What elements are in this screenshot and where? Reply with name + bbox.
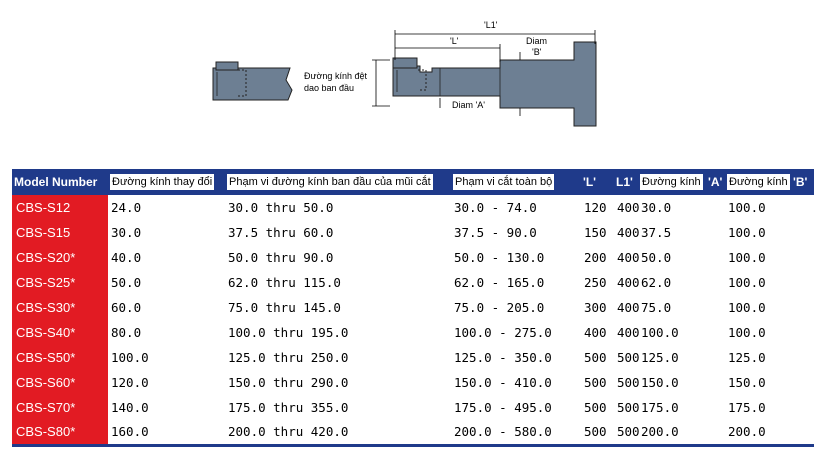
spacer-cell: [791, 195, 814, 220]
model-cell: CBS-S70*: [12, 395, 108, 420]
spacer-cell: [706, 270, 725, 295]
spacer-cell: [791, 370, 814, 395]
diam-b-cell: 200.0: [728, 424, 766, 440]
model-cell: CBS-S15: [12, 220, 108, 245]
full-range-cell: 30.0 - 74.0: [454, 200, 537, 215]
L1-cell: 500: [617, 424, 640, 440]
spacer-cell: [706, 345, 725, 370]
table-row: [12, 270, 814, 295]
spacer-cell: [791, 245, 814, 270]
table-row: [12, 295, 814, 320]
header-L: 'L': [583, 175, 597, 189]
header-diam-a: Đường kính: [642, 176, 701, 188]
L1-cell: 400: [617, 300, 640, 315]
start-range-cell: 30.0 thru 50.0: [228, 200, 334, 215]
bore-label-line1: Đường kính đệt: [304, 71, 367, 81]
L1-cell: 400: [617, 275, 640, 290]
tool-diagram: [0, 0, 828, 165]
header-changed-cell: [108, 169, 225, 195]
L-cell: 500: [584, 375, 607, 390]
start-range-cell: 150.0 thru 290.0: [228, 375, 349, 390]
L-cell: 150: [584, 225, 607, 240]
diam-b-cell: 100.0: [728, 250, 766, 265]
diam-b-cell: 100.0: [728, 225, 766, 240]
diam-b-cell: 100.0: [728, 275, 766, 290]
full-range-cell: 150.0 - 410.0: [454, 375, 552, 390]
L-cell: 250: [584, 275, 607, 290]
full-range-cell: 100.0 - 275.0: [454, 325, 552, 340]
spacer-cell: [706, 420, 725, 445]
changed-diameter-cell: 100.0: [111, 350, 149, 365]
changed-diameter-cell: 40.0: [111, 250, 142, 265]
spacer-cell: [706, 245, 725, 270]
model-cell: CBS-S30*: [12, 295, 108, 320]
full-range-cell: 75.0 - 205.0: [454, 300, 545, 315]
diam-b-cell: 150.0: [728, 375, 766, 390]
header-A: 'A': [708, 175, 723, 189]
L-cell: 300: [584, 300, 607, 315]
dim-label-L1: 'L1': [484, 20, 498, 30]
model-cell: CBS-S12: [12, 195, 108, 220]
L1-cell: 400: [617, 200, 640, 215]
spacer-cell: [791, 395, 814, 420]
bore-label-line2: dao ban đầu: [304, 83, 355, 93]
table-row: [12, 320, 814, 345]
table-row: [12, 220, 814, 245]
spacer-cell: [791, 270, 814, 295]
L-cell: 400: [584, 325, 607, 340]
spacer-cell: [706, 370, 725, 395]
diam-a-cell: 75.0: [641, 300, 672, 315]
boring-bar-drawing: [393, 42, 596, 126]
changed-diameter-cell: 30.0: [111, 225, 142, 240]
full-range-cell: 37.5 - 90.0: [454, 225, 537, 240]
header-full-range: Phạm vi cắt toàn bộ: [455, 176, 553, 188]
model-cell: CBS-S80*: [12, 420, 108, 445]
table-row: [12, 420, 814, 445]
L1-cell: 400: [617, 225, 640, 240]
diam-b-cell: 125.0: [728, 350, 766, 365]
changed-diameter-cell: 140.0: [111, 400, 149, 415]
model-cell: CBS-S25*: [12, 270, 108, 295]
start-range-cell: 75.0 thru 145.0: [228, 300, 341, 315]
spacer-cell: [706, 195, 725, 220]
L-cell: 500: [584, 424, 607, 440]
table-body: [12, 195, 814, 445]
start-range-cell: 50.0 thru 90.0: [228, 250, 334, 265]
diam-a-cell: 100.0: [641, 325, 679, 340]
header-L1: L1': [616, 175, 633, 189]
model-cell: CBS-S20*: [12, 245, 108, 270]
header-diam-b-cell: [725, 169, 791, 195]
header-start-range: Phạm vi đường kính ban đầu của mũi cắt: [229, 176, 431, 188]
spacer-cell: [791, 295, 814, 320]
dim-label-diam-a: Diam 'A': [452, 100, 485, 110]
diam-a-cell: 62.0: [641, 275, 672, 290]
start-range-cell: 200.0 thru 420.0: [228, 424, 349, 440]
diam-a-cell: 150.0: [641, 375, 679, 390]
L-cell: 500: [584, 400, 607, 415]
changed-diameter-cell: 80.0: [111, 325, 142, 340]
L1-cell: 500: [617, 400, 640, 415]
spec-table: [12, 169, 814, 447]
full-range-cell: 62.0 - 165.0: [454, 275, 545, 290]
header-model: Model Number: [14, 175, 98, 189]
diam-a-cell: 200.0: [641, 424, 679, 440]
diam-a-cell: 37.5: [641, 225, 672, 240]
changed-diameter-cell: 120.0: [111, 375, 149, 390]
table-row: [12, 345, 814, 370]
spacer-cell: [706, 320, 725, 345]
L1-cell: 400: [617, 325, 640, 340]
full-range-cell: 200.0 - 580.0: [454, 424, 552, 440]
diam-b-cell: 100.0: [728, 200, 766, 215]
header-diam-a-cell: [638, 169, 706, 195]
start-range-cell: 125.0 thru 250.0: [228, 350, 349, 365]
start-range-cell: 37.5 thru 60.0: [228, 225, 334, 240]
diam-b-cell: 175.0: [728, 400, 766, 415]
diam-b-cell: 100.0: [728, 300, 766, 315]
dim-label-diam-b: Diam: [526, 36, 548, 46]
dim-label-b: 'B': [532, 47, 542, 57]
diam-a-cell: 125.0: [641, 350, 679, 365]
diam-a-cell: 175.0: [641, 400, 679, 415]
L-cell: 200: [584, 250, 607, 265]
start-range-cell: 175.0 thru 355.0: [228, 400, 349, 415]
spacer-cell: [791, 345, 814, 370]
diam-b-cell: 100.0: [728, 325, 766, 340]
L1-cell: 500: [617, 350, 640, 365]
dim-label-L: 'L': [450, 36, 459, 46]
diam-a-cell: 50.0: [641, 250, 672, 265]
full-range-cell: 50.0 - 130.0: [454, 250, 545, 265]
header-diam-b: Đường kính: [729, 176, 788, 188]
table-row: [12, 245, 814, 270]
spacer-cell: [791, 420, 814, 445]
diam-a-cell: 30.0: [641, 200, 672, 215]
header-B: 'B': [793, 175, 808, 189]
spacer-cell: [791, 320, 814, 345]
table-row: [12, 370, 814, 395]
spacer-cell: [706, 295, 725, 320]
model-cell: CBS-S50*: [12, 345, 108, 370]
cutter-head-drawing: [213, 62, 292, 100]
model-cell: CBS-S40*: [12, 320, 108, 345]
changed-diameter-cell: 60.0: [111, 300, 142, 315]
changed-diameter-cell: 160.0: [111, 424, 149, 440]
L1-cell: 500: [617, 375, 640, 390]
start-range-cell: 62.0 thru 115.0: [228, 275, 341, 290]
full-range-cell: 175.0 - 495.0: [454, 400, 552, 415]
header-changed-diameter: Đường kính thay đổi: [112, 176, 213, 188]
table-row: [12, 395, 814, 420]
header-full-cell: [451, 169, 581, 195]
start-range-cell: 100.0 thru 195.0: [228, 325, 349, 340]
table-header-row: [12, 169, 814, 195]
L-cell: 120: [584, 200, 607, 215]
spacer-cell: [706, 220, 725, 245]
model-cell: CBS-S60*: [12, 370, 108, 395]
table-row: [12, 195, 814, 220]
changed-diameter-cell: 24.0: [111, 200, 142, 215]
L1-cell: 400: [617, 250, 640, 265]
changed-diameter-cell: 50.0: [111, 275, 142, 290]
spacer-cell: [706, 395, 725, 420]
header-start-cell: [225, 169, 451, 195]
full-range-cell: 125.0 - 350.0: [454, 350, 552, 365]
spacer-cell: [791, 220, 814, 245]
L-cell: 500: [584, 350, 607, 365]
